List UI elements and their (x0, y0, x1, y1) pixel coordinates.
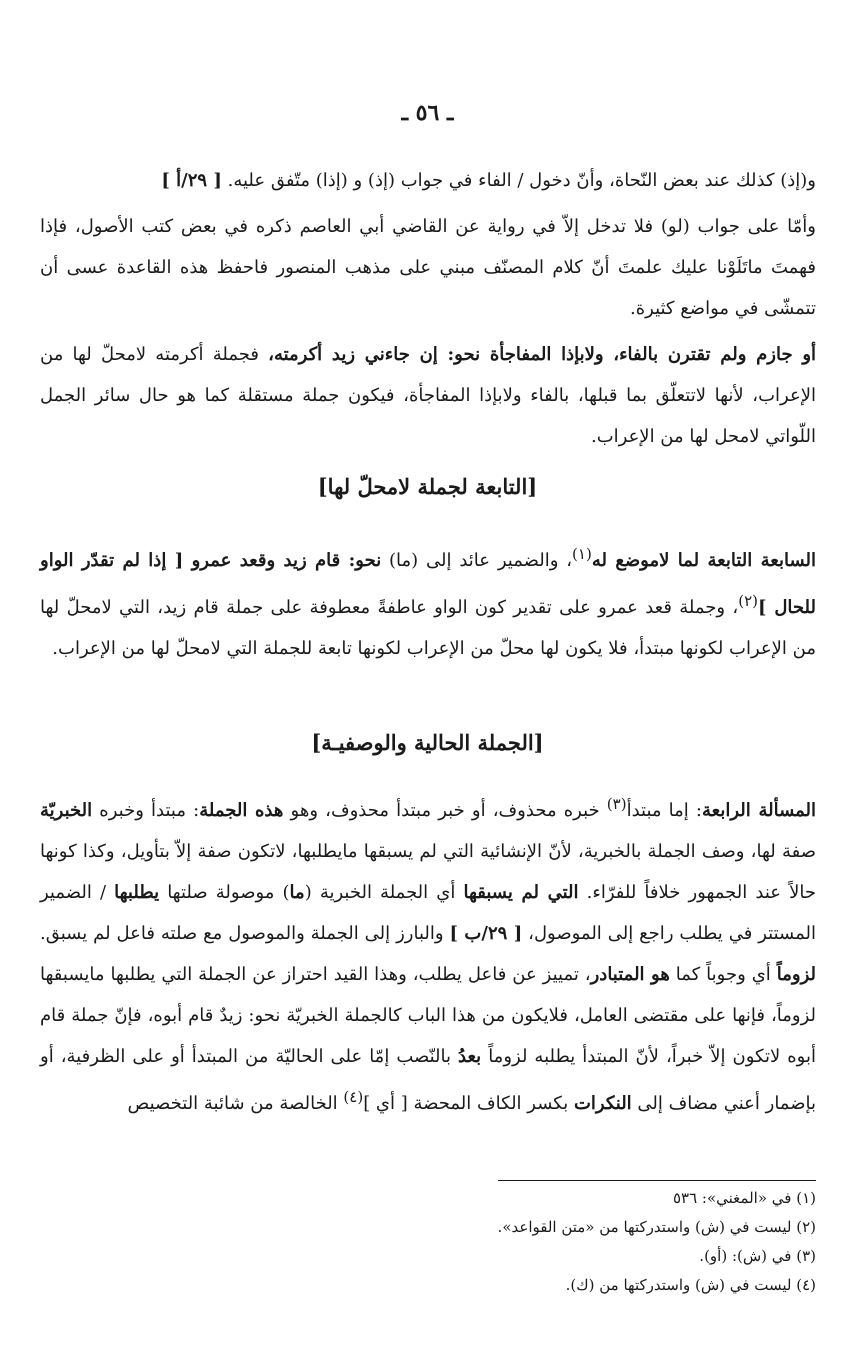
paragraph-1-text: و(إذ) كذلك عند بعض النّحاة، وأنّ دخول / الفاء في جواب (إذ) و (إذا) متّفق عليه. (227, 170, 816, 191)
p5-t13: الخالصة من شائبة التخصيص (127, 1093, 344, 1114)
footnote-3: (٣) في (ش): (أو). (699, 1247, 816, 1265)
p5-t9: أي وجوباً كما (669, 964, 777, 985)
footnote-ref-3: (٣) (606, 795, 627, 813)
p5-b7: لزوماً (776, 964, 816, 985)
page-number: ـ ٥٦ ـ (401, 100, 454, 126)
p5-b3: الخبريّة (40, 800, 93, 821)
p5-b5: ما (289, 882, 305, 903)
paragraph-1 (40, 160, 816, 201)
p5-b8: هو المتبادر (590, 964, 670, 985)
footnote-ref-2: (٢) (738, 592, 758, 610)
p5-b9: بعدُ (458, 1046, 482, 1067)
paragraph-3-text: فجملة أكرمته لامحلّ لها من الإعراب، لأنها لاتتعلّق بما قبلها، بالفاء ولابإذا المفاجأة، فيكون جملة مستقلة كما هو حال سائر الجمل اللّواتي لامحل لها من الإعراب. (40, 344, 816, 447)
paragraph-2-text: وأمّا على جواب (لو) فلا تدخل إلاّ في رواية عن القاضي أبي العاصم ذكره في بعض كتب الأصول، فإذا فهمتَ ماتَلَوْنا عليك علمتَ أنّ كلام المصنّف مبني على مذهب المنصور فاحفظ هذه القاعدة عسى أن تتمشّى في مواضع كثيرة. (40, 216, 816, 319)
paragraph-4-text-1: ، والضمير عائد إلى (ما) (381, 550, 573, 571)
footnote-ref-1: (١) (572, 545, 592, 563)
footnote-4: (٤) ليست في (ش) واستدركتها من (ك). (565, 1276, 816, 1294)
p5-t1: : إما مبتدأ (626, 800, 702, 821)
footnote-ref-4: (٤) (343, 1088, 364, 1106)
paragraph-4-bold-2: نحو: قام زيد وقعد عمرو [ إذا لم تقدّر الواو للحال ] (40, 550, 816, 618)
section-heading-2: [الجملة الحالية والوصفيـة] (311, 730, 544, 755)
p5-b1: المسألة الرابعة (702, 800, 817, 821)
p5-b2: هذه الجملة (199, 800, 284, 821)
footnote-1: (١) في «المغني»: ٥٣٦ (672, 1189, 816, 1207)
paragraph-4-text-2: ، وجملة قعد عمرو على تقدير كون الواو عاطفةً معطوفة على جملة قام زيد، التي لامحلّ لها من الإعراب لكونها مبتدأ، فلا يكون لها محلّ من الإعراب لكونها تابعة للجملة التي لامحلّ لها من الإعراب. (40, 597, 816, 659)
footnote-divider (498, 1180, 816, 1181)
p5-t7: / الضمير المستتر في يطلب راجع إلى الموصول، (40, 882, 816, 944)
p5-t6: ) موصولة صلتها (159, 882, 290, 903)
p5-b4: التي لم يسبقها (463, 882, 579, 903)
footnotes (40, 1184, 816, 1300)
paragraph-5 (40, 784, 816, 1124)
p5-t12: بكسر الكاف المحضة [ أي ] (363, 1093, 574, 1114)
p5-b6: يطلبها (114, 882, 160, 903)
p5-t11: بالنّصب إمّا على الحاليّة من المبتدأ أو على الظرفية، أو بإضمار أعني مضاف إلى (40, 1046, 816, 1114)
paragraph-3-bold: أو جازم ولم تقترن بالفاء، ولابإذا المفاجأة نحو: إن جاءني زيد أكرمته، (268, 344, 817, 365)
p5-t5: أي الجملة الخبرية ( (304, 882, 464, 903)
p5-t2: خبره محذوف، أو خبر مبتدأ محذوف، وهو (283, 800, 607, 821)
p5-b10: النكرات (573, 1093, 632, 1114)
section-heading-1: [التابعة لجملة لامحلّ لها] (317, 474, 538, 499)
paragraph-4-bold-1: السابعة التابعة لما لاموضع له (591, 550, 816, 571)
p5-t8: والبارز إلى الجملة والموصول مع صلته فاعل لم يسبق. (40, 923, 450, 944)
paragraph-2 (40, 206, 816, 329)
p5-t3: : مبتدأ وخبره (92, 800, 200, 821)
footnote-2: (٢) ليست في (ش) واستدركتها من «متن القواعد». (497, 1218, 816, 1236)
paragraph-4 (40, 534, 816, 669)
p5-t10: ، تمييز عن فاعل يطلب، وهذا القيد احتراز عن الجملة التي يطلبها مايسبقها لزوماً، فإنها على مقتضى العامل، فلايكون من هذا الباب كالجملة الخبريّة نحو: زيدٌ قام أبوه، فإنّ جملة قام أبوه لاتكون إلاّ خبراً، لأنّ المبتدأ يطلبه لزوماً (40, 964, 816, 1067)
folio-marker-2: [ ٢٩/ب ] (449, 923, 523, 944)
p5-t4: صفة لها، وصف الجملة بالخبرية، لأنّ الإنشائية التي لم يسبقها مايطلبها، لاتكون صفة إلاّ بتأويل، وكذا كونها حالاً عند الجمهور خلافاً للفرّاء. (40, 841, 816, 903)
folio-marker: [ ٢٩/أ ] (161, 170, 222, 191)
paragraph-3 (40, 334, 816, 457)
